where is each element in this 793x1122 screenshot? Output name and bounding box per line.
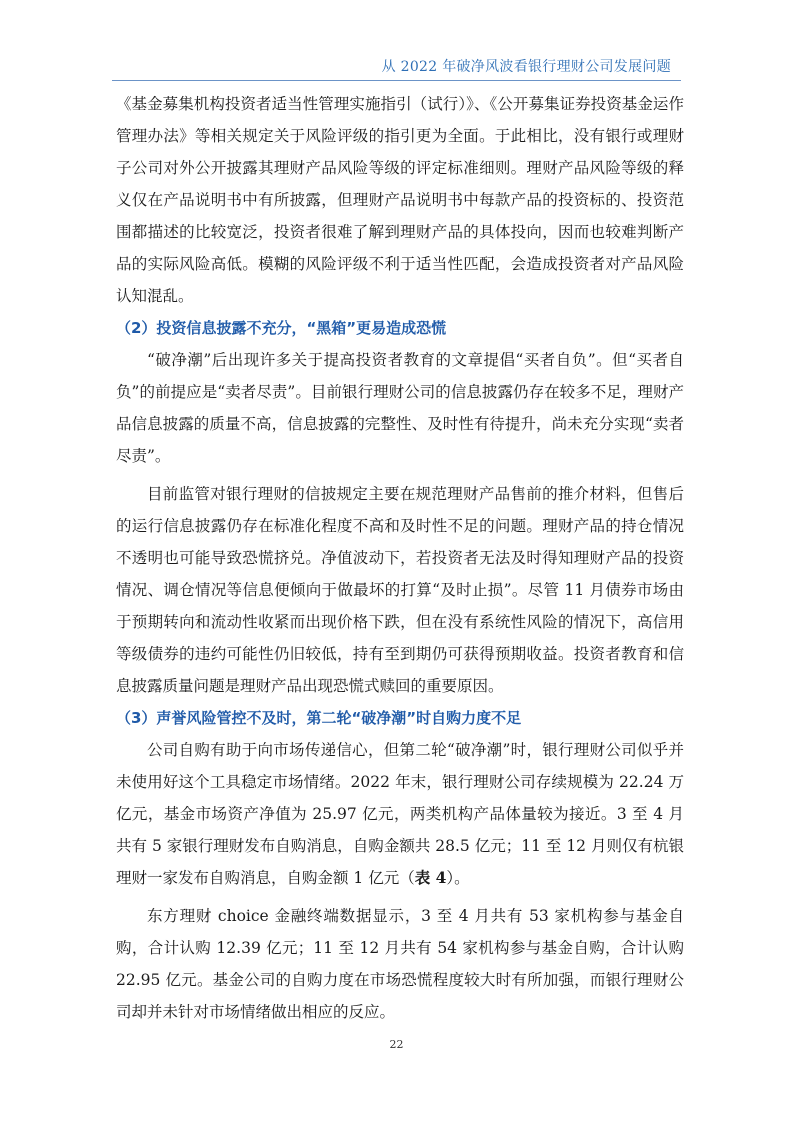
paragraph-self-purchase-text: 公司自购有助于向市场传递信心，但第二轮“破净潮”时，银行理财公司似乎并未使用好这个工具稳定市场情绪。2022 年末，银行理财公司存续规模为 22.24 万亿元，基金市场资产净值为 25.97 亿元，两类机构产品体量较为接近。3 至 4 月共有 5 家银行理财发布自购消息，自购金额共 28.5 亿元；11 至 12 月则仅有杭银理财一家发布自购消息，自购金额 1 亿元（: [116, 741, 684, 887]
paragraph-disclosure-rules: 目前监管对银行理财的信披规定主要在规范理财产品售前的推介材料，但售后的运行信息披露仍存在标准化程度不高和及时性不足的问题。理财产品的持仓情况不透明也可能导致恐慌挤兑。净值波动下，若投资者无法及时得知理财产品的投资情况、调仓情况等信息便倾向于做最坏的打算“及时止损”。尽管 11 月债券市场由于预期转向和流动性收紧而出现价格下跌，但在没有系统性风险的情况下，高信用等级债券的违约可能性仍旧较低，持有至到期仍可获得预期收益。投资者教育和信息披露质量问题是理财产品出现恐慌式赎回的重要原因。: [116, 485, 684, 695]
header-divider: [112, 80, 681, 81]
paragraph-buyer-beware: “破净潮”后出现许多关于提高投资者教育的文章提倡“买者自负”。但“买者自负”的前提应是“卖者尽责”。目前银行理财公司的信息披露仍存在较多不足，理财产品信息披露的质量不高，信息披露的完整性、及时性有待提升，尚未充分实现“卖者尽责”。: [116, 351, 684, 465]
table-reference: 表 4: [414, 868, 447, 887]
document-body: [116, 88, 684, 1028]
page-number: 22: [389, 1038, 404, 1051]
paragraph-fund-self-purchase: 东方理财 choice 金融终端数据显示，3 至 4 月共有 53 家机构参与基金自购，合计认购 12.39 亿元；11 至 12 月共有 54 家机构参与基金自购，合计认购 22.95 亿元。基金公司的自购力度在市场恐慌程度较大时有所加强，而银行理财公司却并未针对市场情绪做出相应的反应。: [116, 907, 684, 1021]
section-heading-2: （2）投资信息披露不充分，“黑箱”更易造成恐慌: [116, 319, 447, 337]
paragraph-risk-rating: 《基金募集机构投资者适当性管理实施指引（试行）》、《公开募集证券投资基金运作管理办法》等相关规定关于风险评级的指引更为全面。于此相比，没有银行或理财子公司对外公开披露其理财产品风险等级的评定标准细则。理财产品风险等级的释义仅在产品说明书中有所披露，但理财产品说明书中每款产品的投资标的、投资范围都描述的比较宽泛，投资者很难了解到理财产品的具体投向，因而也较难判断产品的实际风险高低。模糊的风险评级不利于适当性匹配，会造成投资者对产品风险认知混乱。: [116, 95, 684, 305]
running-header: 从 2022 年破净风波看银行理财公司发展问题: [381, 59, 671, 75]
paragraph-self-purchase-end: ）。: [446, 869, 470, 887]
paragraph-self-purchase: [116, 734, 684, 894]
section-heading-3: （3）声誉风险管控不及时，第二轮“破净潮”时自购力度不足: [116, 709, 522, 727]
